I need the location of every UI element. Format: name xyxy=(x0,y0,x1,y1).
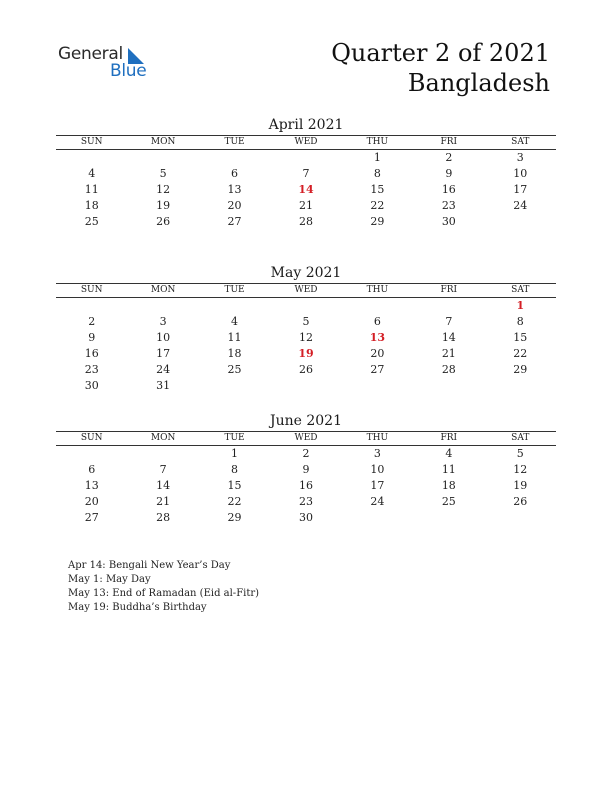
day-cell: 7 xyxy=(445,315,453,328)
weekday-label: SUN xyxy=(56,284,127,298)
day-cell: 4 xyxy=(231,315,239,328)
day-cell: 26 xyxy=(513,495,528,508)
day-cell: 24 xyxy=(370,495,385,508)
day-cell: 6 xyxy=(231,167,239,180)
day-cell: 15 xyxy=(227,479,242,492)
week-row xyxy=(56,182,556,198)
day-cell: 24 xyxy=(513,199,528,212)
day-cell: 26 xyxy=(298,363,313,376)
week-row xyxy=(56,378,556,394)
empty-day-cell xyxy=(342,298,413,315)
day-cell: 8 xyxy=(516,315,524,328)
weekday-label: WED xyxy=(270,432,341,446)
day-cell: 9 xyxy=(302,463,310,476)
day-cell: 28 xyxy=(298,215,313,228)
day-cell: 11 xyxy=(84,183,99,196)
week-row xyxy=(56,214,556,230)
day-cell: 25 xyxy=(227,363,242,376)
holiday-day-cell: 14 xyxy=(298,183,314,196)
day-cell: 14 xyxy=(441,331,456,344)
day-cell: 15 xyxy=(370,183,385,196)
holiday-note: May 1: May Day xyxy=(68,574,151,585)
day-cell: 8 xyxy=(231,463,239,476)
title-block xyxy=(331,38,550,98)
day-cell: 21 xyxy=(441,347,456,360)
day-cell: 16 xyxy=(298,479,313,492)
holiday-note: May 13: End of Ramadan (Eid al-Fitr) xyxy=(68,588,260,599)
day-cell: 10 xyxy=(370,463,385,476)
week-row xyxy=(56,494,556,510)
weekday-label: FRI xyxy=(413,136,484,150)
weekday-label: TUE xyxy=(199,432,270,446)
holiday-note: May 19: Buddha’s Birthday xyxy=(68,602,207,613)
empty-day-cell xyxy=(127,298,198,315)
empty-day-cell xyxy=(342,378,413,394)
day-cell: 18 xyxy=(84,199,99,212)
month-title: June 2021 xyxy=(269,413,342,429)
day-cell: 1 xyxy=(373,151,381,164)
empty-day-cell xyxy=(413,510,484,526)
day-cell: 6 xyxy=(88,463,96,476)
brand-blue-text: Blue xyxy=(110,61,147,81)
day-cell: 5 xyxy=(516,447,524,460)
month-grid xyxy=(56,135,556,230)
day-cell: 2 xyxy=(445,151,453,164)
day-cell: 28 xyxy=(441,363,456,376)
weekday-label: SUN xyxy=(56,136,127,150)
day-cell: 19 xyxy=(513,479,528,492)
month-grid xyxy=(56,431,556,526)
brand-general-text: General xyxy=(58,44,123,64)
day-cell: 22 xyxy=(370,199,385,212)
day-cell: 27 xyxy=(227,215,242,228)
week-row xyxy=(56,298,556,315)
weekday-label: SAT xyxy=(485,136,556,150)
day-cell: 14 xyxy=(156,479,171,492)
weekday-label: THU xyxy=(342,136,413,150)
empty-day-cell xyxy=(485,510,556,526)
day-cell: 20 xyxy=(84,495,99,508)
day-cell: 12 xyxy=(298,331,313,344)
day-cell: 27 xyxy=(370,363,385,376)
day-cell: 29 xyxy=(370,215,385,228)
day-cell: 6 xyxy=(373,315,381,328)
weekday-label: THU xyxy=(342,432,413,446)
day-cell: 10 xyxy=(156,331,171,344)
weekday-header-row xyxy=(56,136,556,150)
day-cell: 30 xyxy=(298,511,313,524)
day-cell: 24 xyxy=(156,363,171,376)
day-cell: 5 xyxy=(159,167,167,180)
day-cell: 4 xyxy=(445,447,453,460)
week-row xyxy=(56,330,556,346)
weekday-label: SUN xyxy=(56,432,127,446)
week-row xyxy=(56,314,556,330)
weekday-label: THU xyxy=(342,284,413,298)
weekday-label: MON xyxy=(127,284,198,298)
week-row xyxy=(56,510,556,526)
month-title: May 2021 xyxy=(270,265,342,281)
day-cell: 26 xyxy=(156,215,171,228)
day-cell: 3 xyxy=(373,447,381,460)
day-cell: 15 xyxy=(513,331,528,344)
day-cell: 3 xyxy=(516,151,524,164)
weekday-label: FRI xyxy=(413,432,484,446)
empty-day-cell xyxy=(56,446,127,463)
empty-day-cell xyxy=(270,378,341,394)
empty-day-cell xyxy=(270,298,341,315)
week-row xyxy=(56,198,556,214)
weekday-label: TUE xyxy=(199,136,270,150)
day-cell: 22 xyxy=(513,347,528,360)
empty-day-cell xyxy=(127,150,198,167)
day-cell: 2 xyxy=(88,315,96,328)
day-cell: 17 xyxy=(513,183,528,196)
weekday-label: FRI xyxy=(413,284,484,298)
brand-logo xyxy=(58,44,178,84)
day-cell: 23 xyxy=(84,363,99,376)
day-cell: 5 xyxy=(302,315,310,328)
weekday-header-row xyxy=(56,432,556,446)
day-cell: 29 xyxy=(513,363,528,376)
day-cell: 18 xyxy=(441,479,456,492)
day-cell: 7 xyxy=(159,463,167,476)
holiday-note: Apr 14: Bengali New Year’s Day xyxy=(68,560,231,571)
empty-day-cell xyxy=(485,378,556,394)
day-cell: 19 xyxy=(156,199,171,212)
empty-day-cell xyxy=(127,446,198,463)
day-cell: 23 xyxy=(441,199,456,212)
holiday-notes xyxy=(68,559,259,615)
day-cell: 1 xyxy=(231,447,239,460)
week-row xyxy=(56,462,556,478)
day-cell: 27 xyxy=(84,511,99,524)
country-name: Bangladesh xyxy=(407,69,550,97)
day-cell: 9 xyxy=(88,331,96,344)
weekday-label: SAT xyxy=(485,284,556,298)
day-cell: 22 xyxy=(227,495,242,508)
day-cell: 10 xyxy=(513,167,528,180)
empty-day-cell xyxy=(270,150,341,167)
day-cell: 20 xyxy=(370,347,385,360)
day-cell: 7 xyxy=(302,167,310,180)
weekday-header-row xyxy=(56,284,556,298)
day-cell: 16 xyxy=(84,347,99,360)
week-row xyxy=(56,478,556,494)
empty-day-cell xyxy=(413,298,484,315)
calendar-month-may xyxy=(56,263,556,394)
weekday-label: WED xyxy=(270,136,341,150)
empty-day-cell xyxy=(199,150,270,167)
empty-day-cell xyxy=(56,298,127,315)
holiday-day-cell: 13 xyxy=(369,331,386,344)
calendar-month-june xyxy=(56,411,556,526)
week-row xyxy=(56,150,556,167)
day-cell: 30 xyxy=(84,379,99,392)
day-cell: 11 xyxy=(227,331,242,344)
day-cell: 18 xyxy=(227,347,242,360)
week-row xyxy=(56,166,556,182)
day-cell: 30 xyxy=(441,215,456,228)
day-cell: 21 xyxy=(298,199,313,212)
week-row xyxy=(56,446,556,463)
month-title: April 2021 xyxy=(268,117,344,133)
weekday-label: MON xyxy=(127,136,198,150)
weekday-label: WED xyxy=(270,284,341,298)
day-cell: 28 xyxy=(156,511,171,524)
holiday-day-cell: 1 xyxy=(516,299,525,312)
page-title: Quarter 2 of 2021 xyxy=(331,39,550,67)
month-grid xyxy=(56,283,556,394)
empty-day-cell xyxy=(199,378,270,394)
empty-day-cell xyxy=(56,150,127,167)
day-cell: 9 xyxy=(445,167,453,180)
day-cell: 25 xyxy=(441,495,456,508)
day-cell: 21 xyxy=(156,495,171,508)
empty-day-cell xyxy=(199,298,270,315)
weekday-label: TUE xyxy=(199,284,270,298)
day-cell: 2 xyxy=(302,447,310,460)
day-cell: 12 xyxy=(156,183,171,196)
day-cell: 8 xyxy=(373,167,381,180)
weekday-label: MON xyxy=(127,432,198,446)
day-cell: 12 xyxy=(513,463,528,476)
day-cell: 17 xyxy=(370,479,385,492)
week-row xyxy=(56,346,556,362)
holiday-day-cell: 19 xyxy=(298,347,314,360)
day-cell: 13 xyxy=(227,183,242,196)
calendar-month-april xyxy=(56,115,556,230)
week-row xyxy=(56,362,556,378)
day-cell: 31 xyxy=(156,379,171,392)
day-cell: 25 xyxy=(84,215,99,228)
day-cell: 17 xyxy=(156,347,171,360)
day-cell: 3 xyxy=(159,315,167,328)
empty-day-cell xyxy=(342,510,413,526)
weekday-label: SAT xyxy=(485,432,556,446)
empty-day-cell xyxy=(413,378,484,394)
day-cell: 13 xyxy=(84,479,99,492)
day-cell: 20 xyxy=(227,199,242,212)
day-cell: 16 xyxy=(441,183,456,196)
day-cell: 11 xyxy=(441,463,456,476)
day-cell: 29 xyxy=(227,511,242,524)
day-cell: 23 xyxy=(298,495,313,508)
day-cell: 4 xyxy=(88,167,96,180)
empty-day-cell xyxy=(485,214,556,230)
